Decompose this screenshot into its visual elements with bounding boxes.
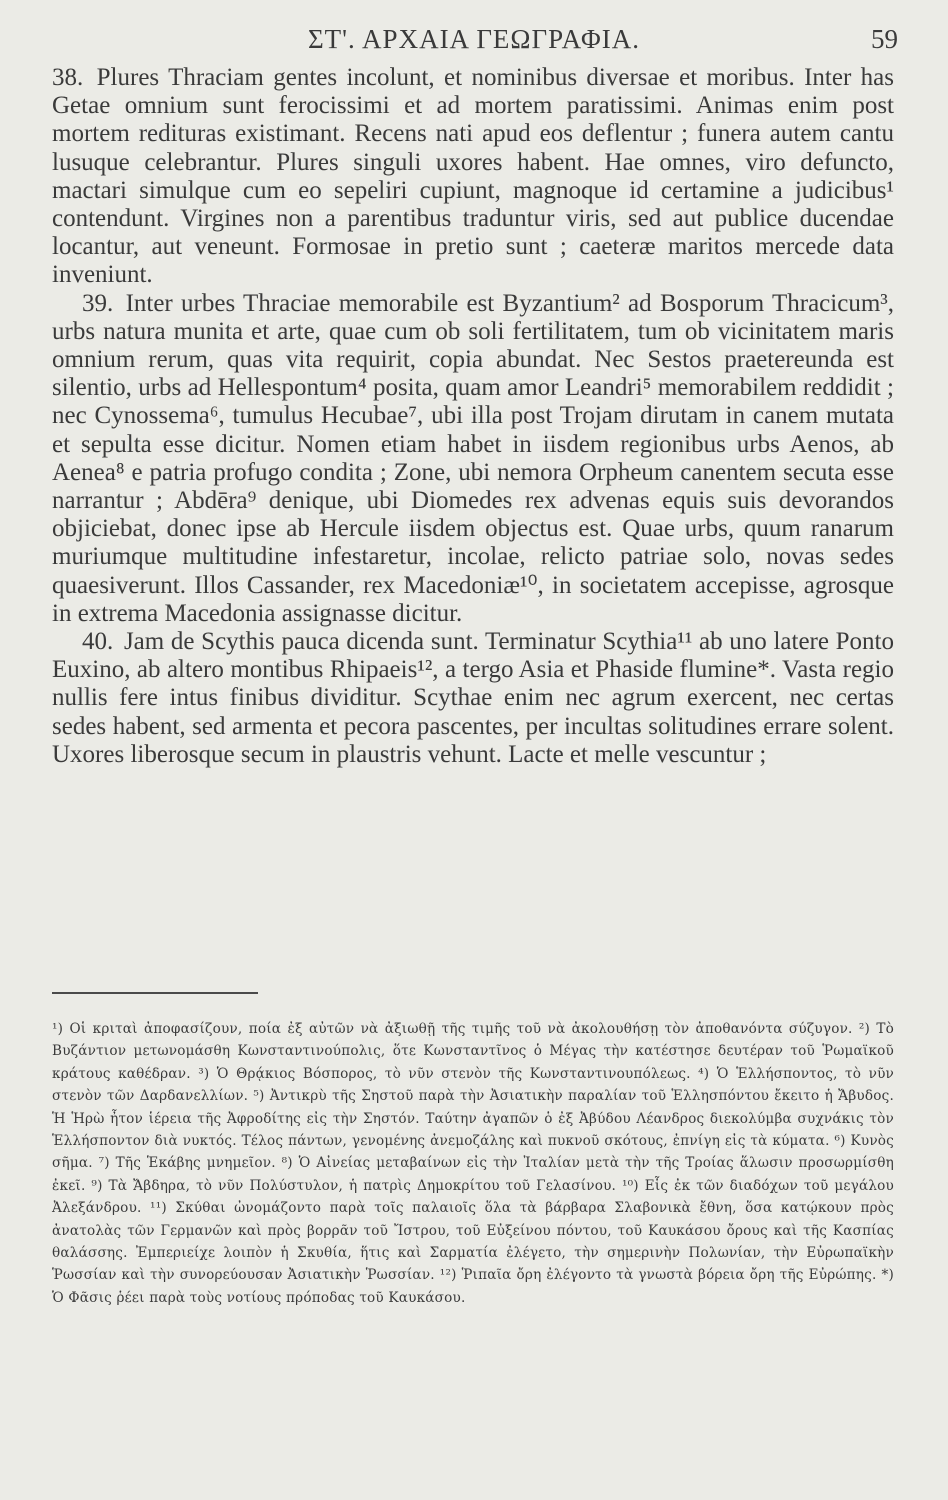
paragraph-number: 38.: [52, 64, 84, 91]
paragraph-39: [52, 290, 894, 628]
paragraph-40: [52, 628, 894, 769]
paragraph-38: [52, 64, 894, 290]
footnote-separator: [52, 992, 258, 994]
page-header: [50, 24, 898, 60]
paragraph-text: Jam de Scythis pauca dicenda sunt. Terminatur Scythia¹¹ ab uno latere Ponto Euxino, ab altero montibus Rhipaeis¹², a tergo Asia et Phaside flumine*. Vasta regio nullis fere intus finibus dividitur. Scythae enim nec agrum exercent, nec certas sedes habent, sed armenta et pecora pascentes, per incultas solitudines errare solent. Uxores liberosque secum in plaustris vehunt. Lacte et melle vescuntur ;: [52, 628, 895, 768]
paragraph-number: 39.: [82, 289, 114, 317]
footnotes: [52, 1018, 894, 1309]
paragraph-text: Inter urbes Thraciae memorabile est Byzantium² ad Bosporum Thracicum³, urbs natura munita et arte, quae cum ob soli fertilitatem, tum ob vicinitatem maris omnium rerum, quas vita requirit, copia abundat. Nec Sestos praetereunda est silentio, urbs ad Hellespontum⁴ posita, quam amor Leandri⁵ memorabilem reddidit ; nec Cynossema⁶, tumulus Hecubae⁷, ubi illa post Trojam dirutam in canem mutata et sepulta esse dicitur. Nomen etiam habet in iisdem regionibus urbs Aenos, ab Aenea⁸ e patria profugo condita ; Zone, ubi nemora Orpheum canentem secuta esse narrantur ; Abdēra⁹ denique, ubi Diomedes rex advenas equis suis devorandos objiciebat, donec ipse ab Hercule iisdem objectus est. Quae urbs, quum ranarum muriumque multitudine infestaretur, incolae, relicto patriae solo, novas sedes quaesiverunt. Illos Cassander, rex Macedoniæ¹⁰, in societatem accepisse, agrosque in extrema Macedonia assignasse dicitur.: [52, 289, 895, 627]
paragraph-text: Plures Thraciam gentes incolunt, et nominibus diversae et moribus. Inter has Getae omnium sunt ferocissimi et ad mortem paratissimi. Animas enim post mortem redituras existimant. Recens nati apud eos deflentur ; funera autem cantu lusuque celebrantur. Plures singuli uxores habent. Hae omnes, viro defuncto, mactari simulque cum eo sepeliri cupiunt, magnoque id certamine a judicibus¹ contendunt. Virgines non a parentibus traduntur viris, sed aut publice ducendae locantur, aut veneunt. Formosae in pretio sunt ; caeteræ maritos mercede data inveniunt.: [52, 64, 895, 289]
running-title: ΣΤ'. ΑΡΧΑΙΑ ΓΕΩΓΡΑΦΙΑ.: [307, 24, 641, 54]
main-text: [52, 64, 894, 769]
footnotes-text: ¹) Οἱ κριταὶ ἀποφασίζουν, ποία ἐξ αὐτῶν νὰ ἀξιωθῇ τῆς τιμῆς τοῦ νὰ ἀκολουθήσῃ τὸν ἀποθανόντα σύζυγον. ²) Τὸ Βυζάντιον μετωνομάσθη Κωνσταντινούπολις, ὅτε Κωνσταντῖνος ὁ Μέγας τὴν κατέστησε δευτέραν τοῦ Ῥωμαϊκοῦ κράτους καθέδραν. ³) Ὁ Θρᾴκιος Βόσπορος, τὸ νῦν στενὸν τῆς Κωνσταντινουπόλεως. ⁴) Ὁ Ἑλλήσποντος, τὸ νῦν στενὸν τῶν Δαρδανελλίων. ⁵) Ἀντικρὺ τῆς Σηστοῦ παρὰ τὴν Ἀσιατικὴν παραλίαν τοῦ Ἑλλησπόντου ἔκειτο ἡ Ἄβυδος. Ἡ Ἡρὼ ἦτον ἱέρεια τῆς Ἀφροδίτης εἰς τὴν Σηστόν. Ταύτην ἀγαπῶν ὁ ἐξ Ἀβύδου Λέανδρος διεκολύμβα συχνάκις τὸν Ἑλλήσποντον διὰ νυκτός. Τέλος πάντων, γενομένης ἀνεμοζάλης καὶ πυκνοῦ σκότους, ἐπνίγη εἰς τὰ κύματα. ⁶) Κυνὸς σῆμα. ⁷) Τῆς Ἑκάβης μνημεῖον. ⁸) Ὁ Αἰνείας μεταβαίνων εἰς τὴν Ἰταλίαν μετὰ τὴν τῆς Τροίας ἅλωσιν προσωρμίσθη ἐκεῖ. ⁹) Τὰ Ἄβδηρα, τὸ νῦν Πολύστυλον, ἡ πατρὶς Δημοκρίτου τοῦ Γελασίνου. ¹⁰) Εἷς ἐκ τῶν διαδόχων τοῦ μεγάλου Ἀλεξάνδρου. ¹¹) Σκύθαι ὠνομάζοντο παρὰ τοῖς παλαιοῖς ὅλα τὰ βάρβαρα Σλαβονικὰ ἔθνη, ὅσα κατῴκουν πρὸς ἀνατολὰς τῶν Γερμανῶν καὶ πρὸς βορρᾶν τοῦ Ἴστρου, τοῦ Εὐξείνου πόντου, τοῦ Καυκάσου ὄρους καὶ τῆς Κασπίας θαλάσσης. Ἐμπεριείχε λοιπὸν ἡ Σκυθία, ἥτις καὶ Σαρματία ἐλέγετο, τὴν σημερινὴν Πολωνίαν, τὴν Εὐρωπαϊκὴν Ῥωσσίαν καὶ τὴν συνορεύουσαν Ἀσιατικὴν Ῥωσσίαν. ¹²) Ῥιπαῖα ὄρη ἐλέγοντο τὰ γνωστὰ βόρεια ὄρη τῆς Εὐρώπης. *) Ὁ Φᾶσις ῥέει παρὰ τοὺς νοτίους πρόποδας τοῦ Καυκάσου.: [52, 1021, 894, 1306]
page-number: 59: [871, 24, 898, 54]
paragraph-number: 40.: [82, 628, 114, 656]
